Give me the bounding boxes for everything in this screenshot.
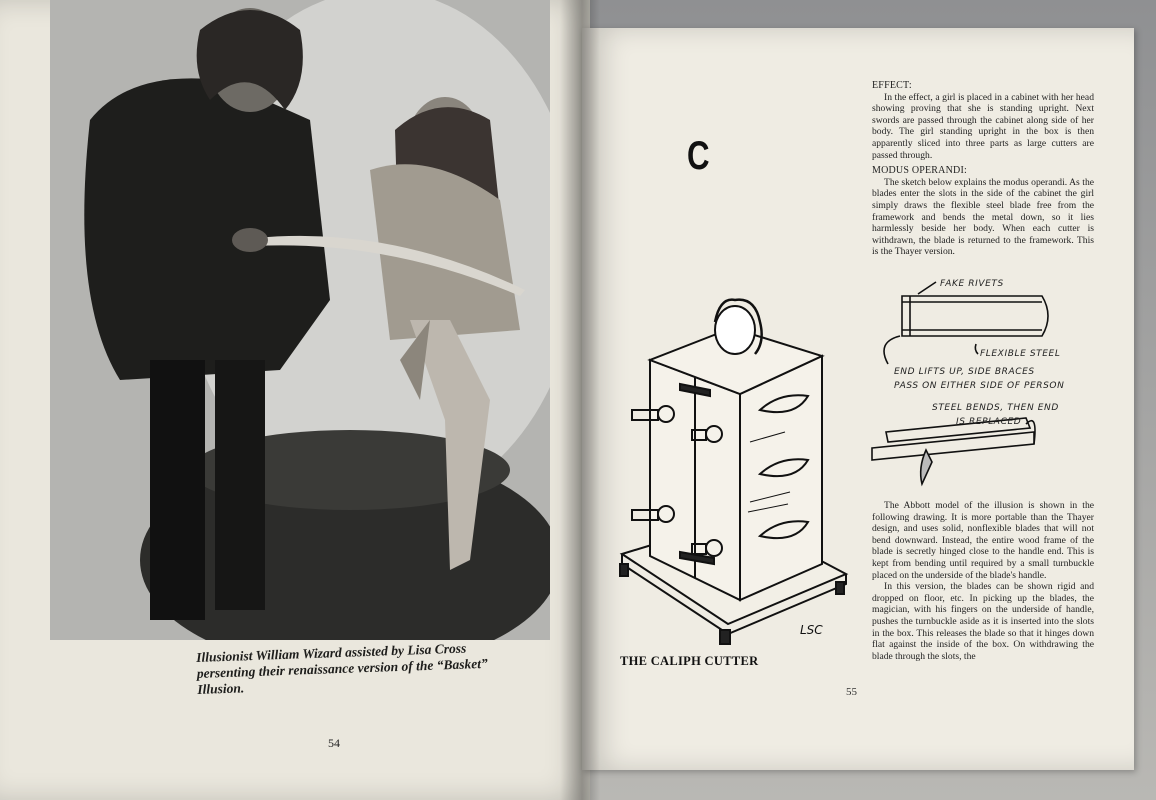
page-number-right: 55 — [846, 686, 857, 698]
svg-text:LSC: LSC — [800, 623, 823, 637]
text-column-top — [872, 80, 1094, 258]
book-gutter — [560, 0, 600, 800]
section-letter: C — [687, 134, 710, 178]
label-fake-rivets: FAKE RIVETS — [940, 279, 1004, 289]
effect-paragraph: In the effect, a girl is placed in a cabinet with her head showing proving that she is standing upright. Next swords are passed through the cabinet along side of her body. The girl standing upright in the box is then apparently sliced into three parts as large cutters are passed through. — [872, 91, 1094, 161]
text-column-bottom — [872, 500, 1094, 662]
cabinet-illustration — [610, 292, 850, 652]
label-end-lifts-line1: END LIFTS UP, SIDE BRACES — [894, 367, 1035, 377]
blade-sketch — [866, 272, 1106, 492]
label-end-lifts-line2: PASS ON EITHER SIDE OF PERSON — [894, 381, 1065, 391]
modus-paragraph: The sketch below explains the modus operandi. As the blades enter the slots in the side of the cabinet the girl simply draws the flexible steel blade free from the framework and bends the metal down, so it lies harmlessly beside her body. When each cutter is withdrawn, the blade is returned to the framework. This is the Thayer version. — [872, 176, 1094, 258]
illustration-title: THE CALIPH CUTTER — [620, 654, 759, 668]
label-flexible-steel: FLEXIBLE STEEL — [980, 349, 1061, 359]
modus-heading: MODUS OPERANDI: — [872, 165, 967, 177]
label-steel-bends-line2: IS REPLACED — [956, 417, 1022, 427]
photo-illusionists — [50, 0, 550, 640]
abbott-paragraph: The Abbott model of the illusion is shown in the following drawing. It is more portable than the Thayer design, and uses solid, nonflexible blades that will not bend downward. Instead, the entire wood frame of the blade is secretly hinged close to the handle end. This is kept from bending until required by a small turnbuckle placed on the underside of the blade's handle. — [872, 500, 1094, 581]
effect-heading: EFFECT: — [872, 80, 912, 91]
version-paragraph: In this version, the blades can be shown rigid and dropped on floor, etc. In picking up the blades, the magician, with his fingers on the underside of handle, pushes the turnbuckle aside as it is inserted into the slots in the box. This releases the blade so that it hinges down flat against the inside of the box. On withdrawing the blade through the slots, the — [872, 581, 1094, 662]
label-steel-bends-line1: STEEL BENDS, THEN END — [932, 403, 1059, 413]
page-number-left: 54 — [328, 736, 340, 750]
photo-caption: Illusionist William Wizard assisted by Lisa Cross persenting their renaissance version of the “Basket” Illusion. — [196, 640, 488, 697]
